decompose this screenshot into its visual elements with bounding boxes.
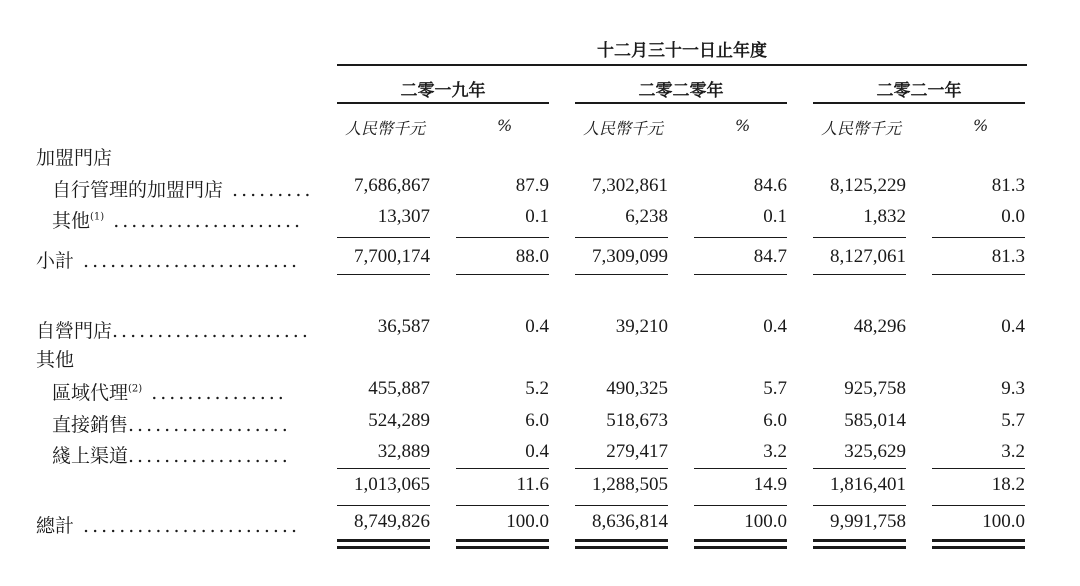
others-total-top-rule <box>456 468 549 469</box>
percent-cell: 0.4 <box>763 316 787 337</box>
amount-cell: 39,210 <box>615 316 668 337</box>
year-2019-header: 二零一九年 <box>400 81 486 101</box>
amount-cell: 490,325 <box>606 378 668 399</box>
leader-dots: ..................... <box>104 210 304 232</box>
percent-cell: 11.6 <box>516 474 549 495</box>
leader-dots: .................. <box>128 445 291 467</box>
percent-cell: 81.3 <box>991 246 1025 267</box>
year-underline-2020 <box>575 102 787 104</box>
percent-cell: 18.2 <box>991 474 1025 495</box>
percent-cell: 0.4 <box>1001 316 1025 337</box>
amount-cell: 1,288,505 <box>592 474 668 495</box>
subtotal-top-rule <box>575 237 668 238</box>
percent-cell: 6.0 <box>525 410 549 431</box>
amount-cell: 518,673 <box>606 410 668 431</box>
amount-cell: 1,013,065 <box>354 474 430 495</box>
leader-dots: ........................ <box>74 250 301 272</box>
grand-total-double-rule-2 <box>456 546 549 549</box>
amount-cell: 36,587 <box>377 316 430 337</box>
percent-cell: 100.0 <box>744 511 787 532</box>
percent-cell: 5.7 <box>763 378 787 399</box>
others-total-top-rule <box>694 468 787 469</box>
row-label: 自營門店...................... <box>36 320 311 342</box>
grand-total-double-rule-1 <box>337 539 430 542</box>
subtotal-bottom-rule <box>575 274 668 275</box>
year-2021-header: 二零二一年 <box>876 81 962 101</box>
year-2020-header: 二零二零年 <box>638 81 724 101</box>
period-underline <box>337 64 1027 66</box>
unit-rmb-2019: 人民幣千元 <box>345 119 426 138</box>
row-label: 綫上渠道.................. <box>52 445 291 467</box>
amount-cell: 7,700,174 <box>354 246 430 267</box>
unit-pct-2021: % <box>973 116 989 135</box>
percent-cell: 81.3 <box>991 175 1025 196</box>
row-label: 自行管理的加盟門店 ......... <box>52 179 314 201</box>
amount-cell: 8,749,826 <box>354 511 430 532</box>
grand-total-top-rule <box>813 505 906 506</box>
amount-cell: 7,302,861 <box>592 175 668 196</box>
percent-cell: 5.2 <box>525 378 549 399</box>
percent-cell: 3.2 <box>1001 441 1025 462</box>
percent-cell: 0.1 <box>525 206 549 227</box>
grand-total-double-rule-2 <box>932 546 1025 549</box>
row-label: 其他 <box>36 349 75 371</box>
percent-cell: 88.0 <box>515 246 549 267</box>
period-header: 十二月三十一日止年度 <box>597 41 767 61</box>
percent-cell: 3.2 <box>763 441 787 462</box>
subtotal-bottom-rule <box>932 274 1025 275</box>
year-underline-2019 <box>337 102 549 104</box>
unit-rmb-2020: 人民幣千元 <box>583 119 664 138</box>
subtotal-bottom-rule <box>813 274 906 275</box>
amount-cell: 7,686,867 <box>354 175 430 196</box>
grand-total-double-rule-2 <box>694 546 787 549</box>
subtotal-bottom-rule <box>694 274 787 275</box>
amount-cell: 455,887 <box>368 378 430 399</box>
amount-cell: 8,125,229 <box>830 175 906 196</box>
year-underline-2021 <box>813 102 1025 104</box>
subtotal-top-rule <box>694 237 787 238</box>
percent-cell: 5.7 <box>1001 410 1025 431</box>
leader-dots: .................. <box>128 414 291 436</box>
percent-cell: 87.9 <box>515 175 549 196</box>
others-total-top-rule <box>932 468 1025 469</box>
others-total-top-rule <box>575 468 668 469</box>
row-label: 小計 ........................ <box>36 250 301 272</box>
leader-dots: ............... <box>142 382 287 404</box>
amount-cell: 7,309,099 <box>592 246 668 267</box>
grand-total-top-rule <box>337 505 430 506</box>
amount-cell: 8,127,061 <box>830 246 906 267</box>
subtotal-bottom-rule <box>337 274 430 275</box>
percent-cell: 6.0 <box>763 410 787 431</box>
grand-total-double-rule-1 <box>575 539 668 542</box>
percent-cell: 100.0 <box>982 511 1025 532</box>
subtotal-bottom-rule <box>456 274 549 275</box>
percent-cell: 9.3 <box>1001 378 1025 399</box>
percent-cell: 84.7 <box>753 246 787 267</box>
amount-cell: 325,629 <box>844 441 906 462</box>
grand-total-top-rule <box>694 505 787 506</box>
percent-cell: 100.0 <box>506 511 549 532</box>
grand-total-double-rule-1 <box>456 539 549 542</box>
percent-cell: 0.4 <box>525 316 549 337</box>
subtotal-top-rule <box>932 237 1025 238</box>
amount-cell: 8,636,814 <box>592 511 668 532</box>
percent-cell: 0.4 <box>525 441 549 462</box>
others-total-top-rule <box>813 468 906 469</box>
grand-total-double-rule-1 <box>694 539 787 542</box>
row-label: 區域代理$^{(2)}$ ............... <box>52 382 287 404</box>
amount-cell: 32,889 <box>377 441 430 462</box>
row-label: 加盟門店 <box>36 147 113 169</box>
percent-cell: 84.6 <box>753 175 787 196</box>
amount-cell: 6,238 <box>625 206 668 227</box>
unit-pct-2019: % <box>497 116 513 135</box>
footnote-marker: (1) <box>90 211 105 223</box>
leader-dots: ...................... <box>112 320 311 342</box>
footnote-marker: (2) <box>128 383 143 395</box>
percent-cell: 0.0 <box>1001 206 1025 227</box>
amount-cell: 13,307 <box>377 206 430 227</box>
unit-pct-2020: % <box>735 116 751 135</box>
grand-total-top-rule <box>456 505 549 506</box>
amount-cell: 524,289 <box>368 410 430 431</box>
grand-total-double-rule-1 <box>932 539 1025 542</box>
amount-cell: 1,816,401 <box>830 474 906 495</box>
others-total-top-rule <box>337 468 430 469</box>
percent-cell: 0.1 <box>763 206 787 227</box>
grand-total-double-rule-1 <box>813 539 906 542</box>
leader-dots: ........................ <box>74 515 301 537</box>
row-label: 總計 ........................ <box>36 515 301 537</box>
subtotal-top-rule <box>813 237 906 238</box>
grand-total-top-rule <box>575 505 668 506</box>
subtotal-top-rule <box>337 237 430 238</box>
row-label: 直接銷售.................. <box>52 414 291 436</box>
grand-total-top-rule <box>932 505 1025 506</box>
row-label: 其他$^{(1)}$ ..................... <box>52 210 304 232</box>
grand-total-double-rule-2 <box>575 546 668 549</box>
amount-cell: 585,014 <box>844 410 906 431</box>
amount-cell: 279,417 <box>606 441 668 462</box>
subtotal-top-rule <box>456 237 549 238</box>
amount-cell: 925,758 <box>844 378 906 399</box>
grand-total-double-rule-2 <box>337 546 430 549</box>
amount-cell: 48,296 <box>853 316 906 337</box>
unit-rmb-2021: 人民幣千元 <box>821 119 902 138</box>
amount-cell: 9,991,758 <box>830 511 906 532</box>
leader-dots: ......... <box>223 179 314 201</box>
percent-cell: 14.9 <box>753 474 787 495</box>
amount-cell: 1,832 <box>863 206 906 227</box>
grand-total-double-rule-2 <box>813 546 906 549</box>
